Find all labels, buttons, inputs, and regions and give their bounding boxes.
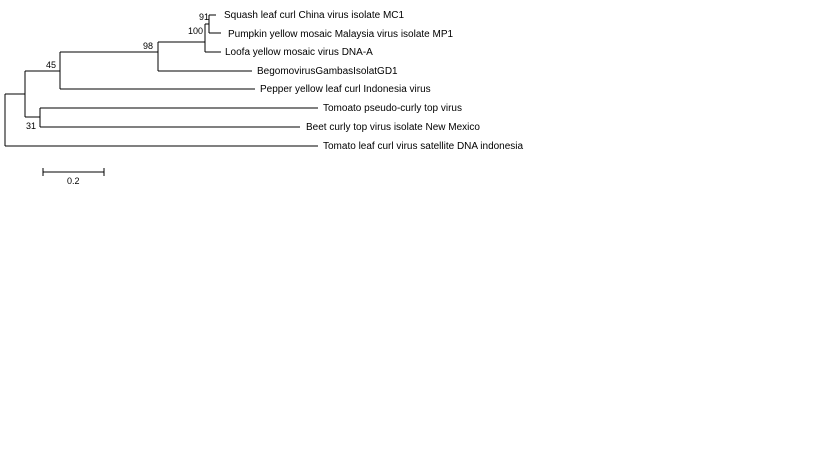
taxon-label: Tomato leaf curl virus satellite DNA indonesia [323,141,524,152]
scale-bar-label: 0.2 [67,176,80,186]
taxon-label: Loofa yellow mosaic virus DNA-A [225,47,373,58]
bootstrap-value: 100 [188,26,204,36]
scale-bar [43,168,104,186]
taxon-label: Tomoato pseudo-curly top virus [323,103,462,114]
bootstrap-value: 45 [46,60,57,70]
taxon-label: Pumpkin yellow mosaic Malaysia virus isolate MP1 [228,29,454,40]
taxon-label: Pepper yellow leaf curl Indonesia virus [260,84,431,95]
taxon-label: Beet curly top virus isolate New Mexico [306,122,480,133]
bootstrap-value: 91 [199,12,210,22]
bootstrap-value: 98 [143,41,154,51]
bootstrap-value: 31 [26,121,37,131]
taxon-label: Squash leaf curl China virus isolate MC1 [224,10,405,21]
taxon-label: BegomovirusGambasIsolatGD1 [257,66,398,77]
